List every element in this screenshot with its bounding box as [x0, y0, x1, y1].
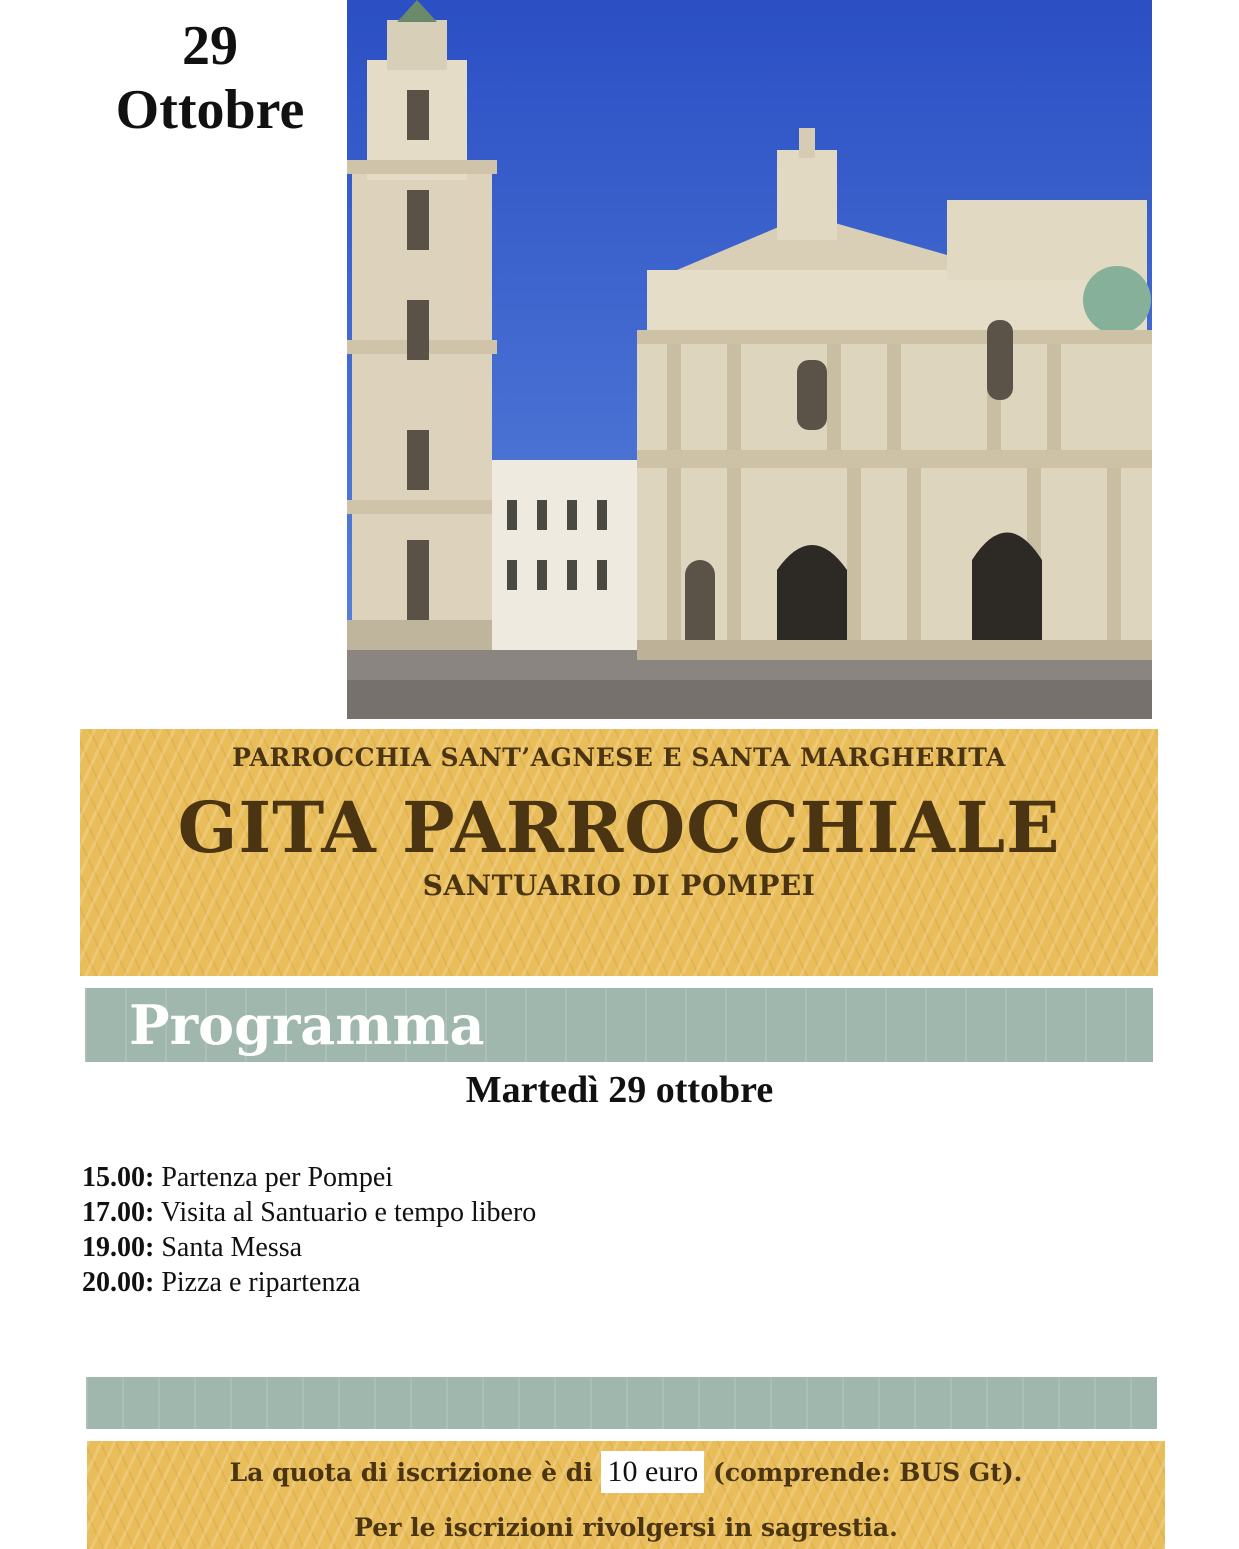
date-month: Ottobre	[115, 79, 305, 141]
schedule-list	[82, 1160, 536, 1300]
fee-amount: 10 euro	[601, 1451, 704, 1493]
divider-band	[86, 1377, 1157, 1429]
date-day: 29	[182, 15, 238, 77]
date-block	[60, 14, 360, 142]
title-banner	[80, 729, 1158, 976]
schedule-item: 15.00: Partenza per Pompei	[82, 1162, 394, 1193]
sanctuary-photo	[347, 0, 1152, 719]
parish-name: PARROCCHIA SANT’AGNESE E SANTA MARGHERITA	[232, 743, 1006, 772]
schedule-item: 19.00: Santa Messa	[82, 1232, 303, 1263]
event-destination: SANTUARIO DI POMPEI	[422, 869, 816, 902]
info-banner	[87, 1441, 1165, 1549]
event-title: GITA PARROCCHIALE	[177, 786, 1061, 869]
registration-note: Per le iscrizioni rivolgersi in sagrestia.	[354, 1513, 898, 1542]
schedule-item: 20.00: Pizza e ripartenza	[82, 1267, 361, 1298]
fee-suffix: (comprende: BUS Gt).	[713, 1458, 1023, 1487]
fee-prefix: La quota di iscrizione è di	[229, 1458, 593, 1487]
program-header-band	[85, 988, 1153, 1062]
schedule-item: 17.00: Visita al Santuario e tempo libero	[82, 1197, 537, 1228]
program-day: Martedì 29 ottobre	[465, 1069, 774, 1111]
program-heading: Programma	[129, 993, 485, 1057]
fee-line	[87, 1451, 1165, 1494]
